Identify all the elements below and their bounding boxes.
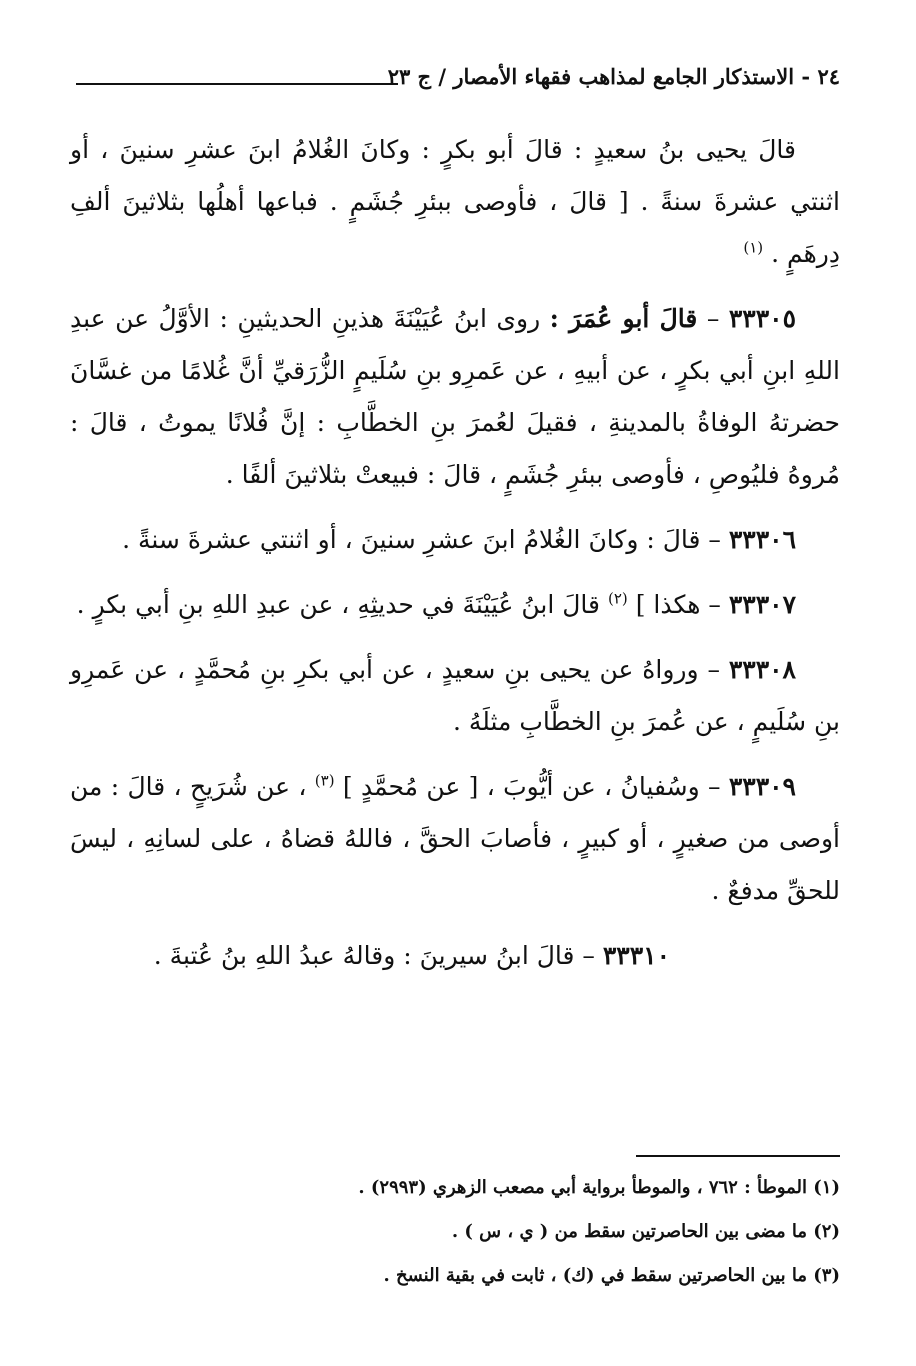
speaker-label: قالَ أبو عُمَرَ : (549, 304, 698, 333)
running-head: ٢٤ - الاستذكار الجامع لمذاهب فقهاء الأمصار / ج ٢٣ (387, 64, 840, 89)
footnote-ref: (٣) (314, 771, 335, 790)
paragraph-tail: قالَ ابنُ عُيَيْنَةَ في حديثِهِ ، عن عبدِ اللهِ بنِ أبي بكرٍ . (76, 590, 600, 619)
footnote-separator (636, 1155, 840, 1157)
paragraph-tail: ، عن شُرَيحٍ ، قالَ : من أوصى من صغيرٍ ، أو كبيرٍ ، فأصابَ الحقَّ ، فاللهُ قضاهُ ، على لسانِهِ ، ليسَ للحقِّ مدفعٌ . (70, 772, 840, 905)
footnote-1: (١) الموطأ : ٧٦٢ ، والموطأ برواية أبي مصعب الزهري (٢٩٩٣) . (358, 1177, 840, 1198)
footnotes (70, 1166, 840, 1298)
paragraph-text: ورواهُ عن يحيى بنِ سعيدٍ ، عن أبي بكرِ بنِ مُحمَّدٍ ، عن عَمرِو بنِ سُلَيمٍ ، عن عُمرَ بنِ الخطَّابِ مثلَهُ . (70, 655, 840, 736)
paragraph-number: ٣٣٣١٠ (602, 941, 670, 970)
dash: – (698, 655, 720, 684)
paragraph-text: وسُفيانُ ، عن أيُّوبَ ، [ عن مُحمَّدٍ ] (342, 772, 700, 801)
paragraph-text: هكذا ] (635, 590, 701, 619)
dash: – (697, 304, 720, 333)
dash: – (700, 525, 721, 554)
paragraph-number: ٣٣٣٠٩ (728, 772, 796, 801)
dash: – (699, 772, 721, 801)
paragraph-33307 (70, 579, 840, 631)
paragraph-text: روى ابنُ عُيَيْنَةَ هذينِ الحديثينِ : الأوَّلُ عن عبدِ اللهِ ابنِ أبي بكرٍ ، عن أبيهِ ، عن عَمرِو بنِ سُلَيمٍ الزُّرَقيِّ أنَّ غُلامًا من غسَّانَ حضرتهُ الوفاةُ بالمدينةِ ، فقيلَ لعُمرَ بنِ الخطَّابِ : إنَّ فُلانًا يموتُ ، قالَ : مُروهُ فليُوصِ ، فأوصى ببئرِ جُشَمٍ ، قالَ : فبيعتْ بثلاثينَ ألفًا . (70, 304, 840, 489)
paragraph-number: ٣٣٣٠٦ (728, 525, 796, 554)
header-rule (76, 83, 398, 85)
paragraph-33309 (70, 761, 840, 917)
paragraph-number: ٣٣٣٠٨ (728, 655, 796, 684)
paragraph-number: ٣٣٣٠٧ (728, 590, 796, 619)
paragraph-33310 (70, 930, 840, 982)
dash: – (700, 590, 721, 619)
footnote-2: (٢) ما مضى بين الحاصرتين سقط من ( ي ، س ) . (451, 1221, 840, 1242)
paragraph-text: قالَ ابنُ سيرينَ : وقالهُ عبدُ اللهِ بنُ عُتبةَ . (153, 941, 575, 970)
paragraph-text: قالَ : وكانَ الغُلامُ ابنَ عشرِ سنينَ ، أو اثنتي عشرةَ سنةً . (122, 525, 701, 554)
paragraph-33306 (70, 514, 840, 566)
dash: – (574, 941, 595, 970)
paragraph-number: ٣٣٣٠٥ (728, 304, 796, 333)
main-text (70, 124, 840, 995)
footnote-ref: (٢) (607, 589, 628, 608)
paragraph-text: قالَ يحيى بنُ سعيدٍ : قالَ أبو بكرٍ : وكانَ الغُلامُ ابنَ عشرِ سنينَ ، أو اثنتي عشرةَ سنةً . [ قالَ ، فأوصى ببئرِ جُشَمٍ . فباعها أهلُها بثلاثينَ ألفِ دِرهَمٍ . (70, 135, 840, 268)
footnote-3: (٣) ما بين الحاصرتين سقط في (ك) ، ثابت في بقية النسخ . (383, 1265, 840, 1286)
page-header (70, 58, 840, 98)
paragraph-intro (70, 124, 840, 280)
paragraph-33305 (70, 293, 840, 501)
paragraph-33308 (70, 644, 840, 748)
footnote-ref: (١) (743, 238, 764, 257)
